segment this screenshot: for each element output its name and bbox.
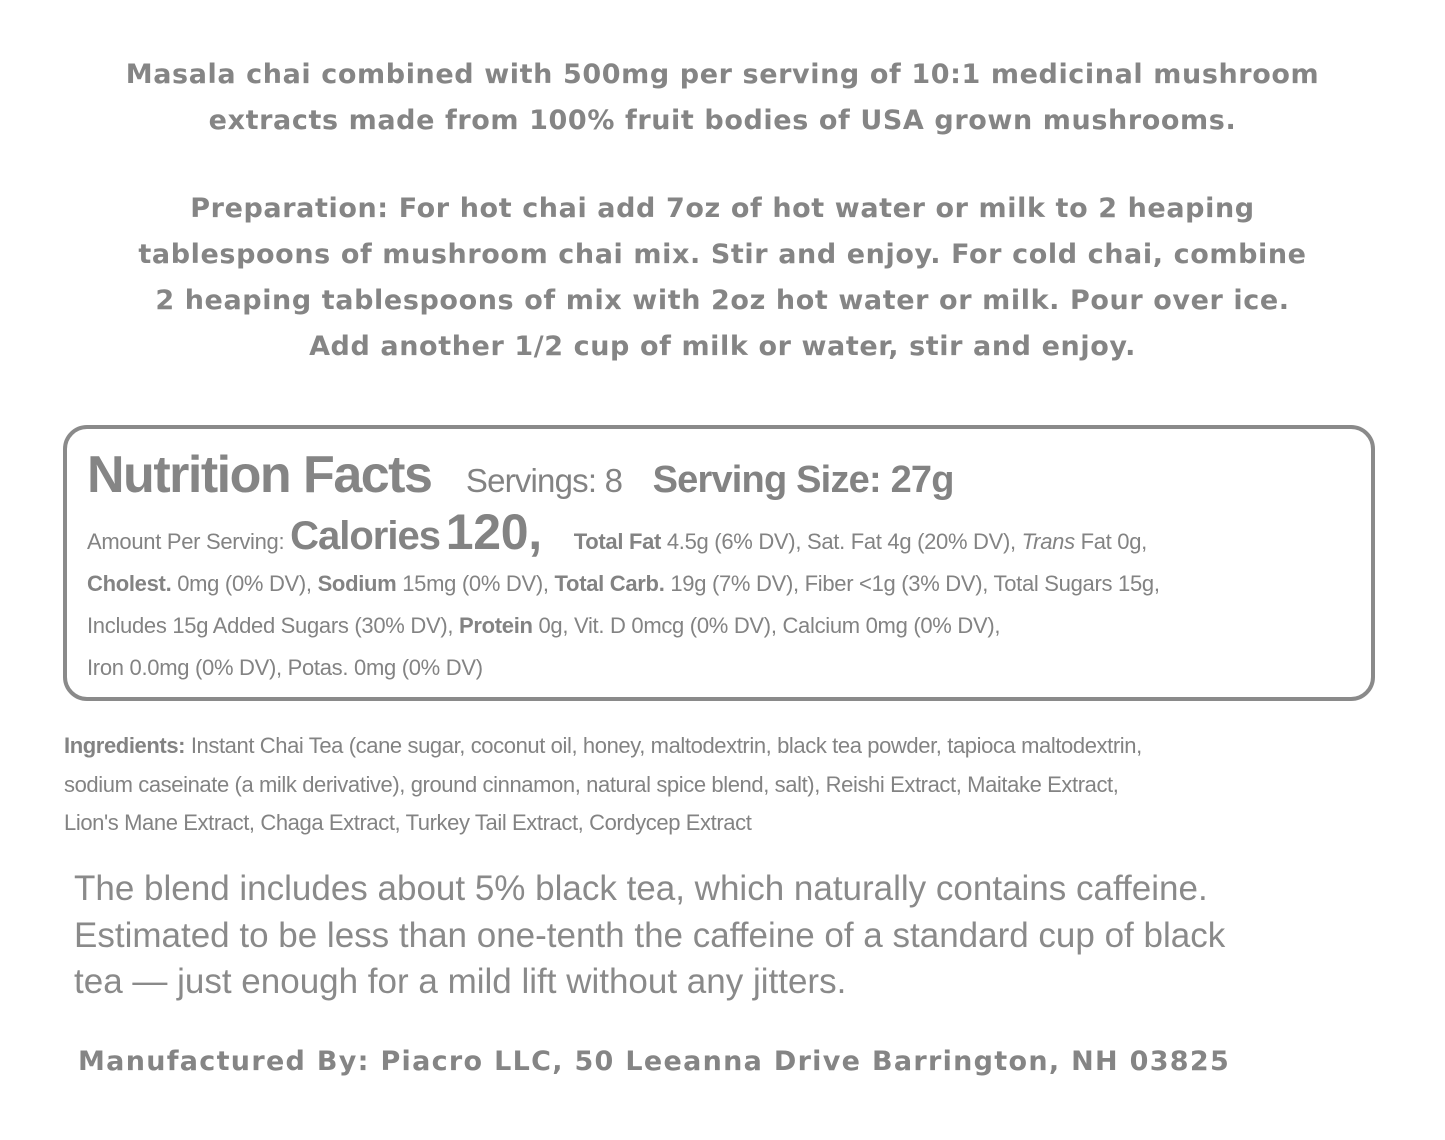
- caffeine-line: Estimated to be less than one-tenth the caffeine of a standard cup of black: [74, 915, 1226, 955]
- nutrition-line-segment: 15mg (0% DV),: [396, 571, 555, 596]
- nutrition-line-segment: 0mg (0% DV),: [171, 571, 318, 596]
- nutrition-line: [87, 605, 1160, 647]
- nutrition-body: [87, 504, 1160, 689]
- nutrition-line-segment: 19g (7% DV), Fiber <1g (3% DV), Total Sugars 15g,: [664, 571, 1160, 596]
- caffeine-line: tea — just enough for a mild lift without any jitters.: [74, 962, 847, 1001]
- intro-line: extracts made from 100% fruit bodies of USA grown mushrooms.: [208, 105, 1237, 136]
- nutrition-line: [87, 647, 1160, 689]
- ingredients-line-segment: Instant Chai Tea (cane sugar, coconut oil, honey, maltodextrin, black tea powder, tapioca maltodextrin,: [185, 733, 1142, 758]
- nutrition-line-segment: Total Carb.: [554, 571, 665, 596]
- ingredients-line-segment: Ingredients:: [64, 733, 186, 758]
- intro-paragraph: [0, 52, 1445, 144]
- nutrition-line-segment: Trans: [1021, 529, 1075, 554]
- preparation-line: Preparation: For hot chai add 7oz of hot water or milk to 2 heaping: [190, 193, 1255, 224]
- nutrition-line-segment: Sodium: [317, 571, 397, 596]
- preparation-paragraph: [0, 186, 1445, 370]
- nutrition-line-segment: Protein: [459, 613, 533, 638]
- ingredients-line-segment: sodium caseinate (a milk derivative), ground cinnamon, natural spice blend, salt), Reishi Extract, Maitake Extract,: [64, 771, 1119, 797]
- calories-value: 120,: [445, 504, 542, 560]
- manufacturer-info: Manufactured By: Piacro LLC, 50 Leeanna Drive Barrington, NH 03825: [78, 1046, 1231, 1077]
- nutrition-line-segment: Fat 0g,: [1074, 529, 1147, 554]
- caffeine-line: The blend includes about 5% black tea, which naturally contains caffeine.: [74, 869, 1208, 908]
- ingredients-line: [64, 727, 1142, 766]
- ingredients-line: [64, 766, 1142, 805]
- nutrition-line: [87, 504, 1160, 563]
- calories-label: Calories: [290, 514, 440, 558]
- nutrition-line-segment: 0g, Vit. D 0mcg (0% DV), Calcium 0mg (0% DV),: [532, 613, 1001, 638]
- ingredients-line: [64, 804, 1142, 843]
- nutrition-line: [87, 563, 1160, 605]
- servings: Servings: 8: [465, 462, 623, 499]
- amount-per-serving-label: Amount Per Serving:: [87, 529, 285, 554]
- nutrition-line-segment: Iron 0.0mg (0% DV), Potas. 0mg (0% DV): [87, 655, 483, 680]
- preparation-line: tablespoons of mushroom chai mix. Stir and enjoy. For cold chai, combine: [138, 239, 1307, 270]
- serving-size: Serving Size: 27g: [652, 459, 954, 501]
- nutrition-header: [87, 445, 954, 505]
- ingredients-line-segment: Lion's Mane Extract, Chaga Extract, Turkey Tail Extract, Cordycep Extract: [64, 810, 752, 835]
- nutrition-facts-panel: [63, 425, 1375, 701]
- intro-line: Masala chai combined with 500mg per serving of 10:1 medicinal mushroom: [125, 59, 1320, 90]
- caffeine-note: [74, 866, 1225, 1006]
- nutrition-line-segment: Includes 15g Added Sugars (30% DV),: [87, 613, 459, 638]
- nutrition-line-segment: 4.5g (6% DV), Sat. Fat 4g (20% DV),: [661, 529, 1022, 554]
- preparation-line: 2 heaping tablespoons of mix with 2oz hot water or milk. Pour over ice.: [155, 285, 1290, 316]
- nutrition-title: Nutrition Facts: [87, 446, 432, 504]
- ingredients-list: [64, 727, 1142, 843]
- nutrition-line-segment: Cholest.: [87, 571, 172, 596]
- preparation-line: Add another 1/2 cup of milk or water, stir and enjoy.: [309, 331, 1136, 362]
- nutrition-line-segment: Total Fat: [573, 529, 662, 554]
